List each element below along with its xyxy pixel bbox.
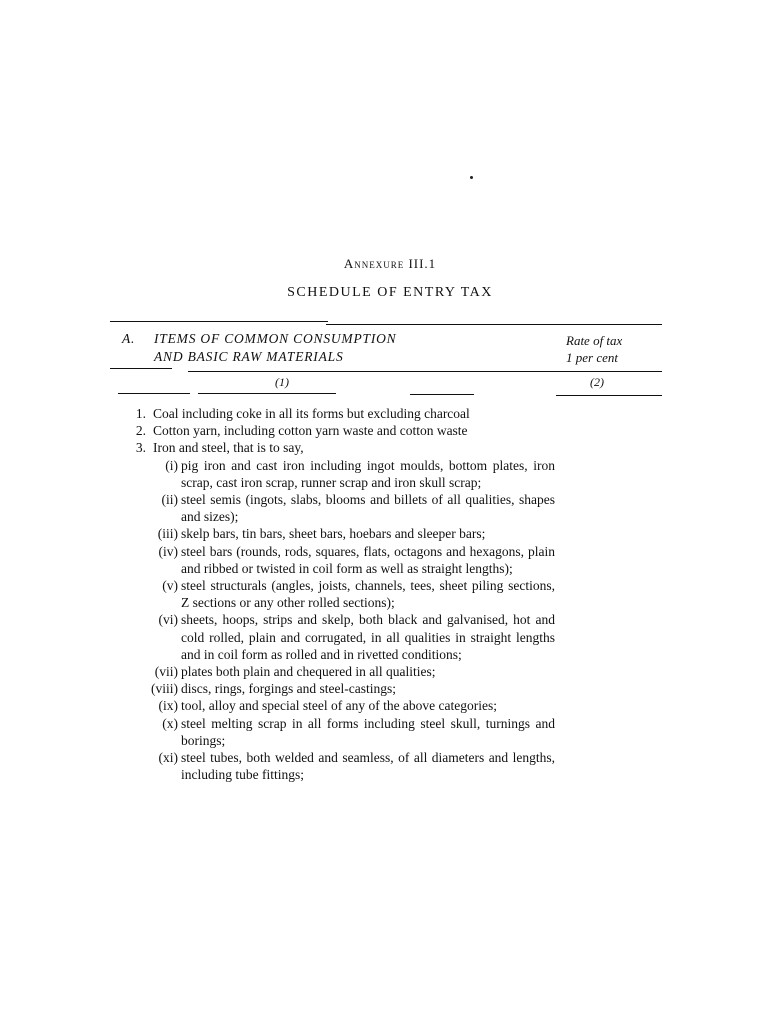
sub-item-text: steel structurals (angles, joists, channels, tees, sheet piling sections, Z sections or any other rolled sections); [181, 578, 555, 611]
column-1-number: (1) [275, 375, 289, 389]
header-bottom-rule-3 [410, 394, 474, 395]
header-bottom-rule-2 [198, 393, 336, 394]
item-number: 2. [135, 423, 146, 439]
schedule-title: SCHEDULE OF ENTRY TAX [287, 285, 493, 300]
header-bottom-rule-4 [556, 395, 662, 396]
item-text: Cotton yarn, including cotton yarn waste and cotton waste [153, 423, 468, 439]
section-a-title-line2: AND BASIC RAW MATERIALS [154, 349, 344, 364]
header-top-rule-left [110, 321, 328, 322]
item-number: 1. [135, 406, 146, 421]
sub-item-number: (ii) [161, 492, 178, 508]
sub-item-number: (iii) [157, 526, 178, 542]
sub-item [0, 491, 770, 525]
rate-of-tax-heading [566, 332, 622, 366]
sub-item-text: discs, rings, forgings and steel-castings; [181, 681, 396, 697]
sub-item-number: (i) [165, 457, 178, 473]
section-a-title-line1: ITEMS OF COMMON CONSUMPTION [154, 331, 397, 346]
sub-item-text: plates both plain and chequered in all qualities; [181, 664, 436, 680]
sub-item-text: sheets, hoops, strips and skelp, both black and galvanised, hot and cold rolled, plain and corrugated, in all qualities in straight lengths and in coil form as rolled and in rivetted conditions; [181, 612, 555, 662]
sub-item-text: steel tubes, both welded and seamless, of all diameters and lengths, including tube fittings; [181, 750, 555, 783]
sub-item-number: (viii) [151, 681, 178, 697]
sub-item-text: pig iron and cast iron including ingot moulds, bottom plates, iron scrap, cast iron scrap, runner scrap and iron skull scrap; [181, 457, 555, 490]
header-top-rule-right [326, 324, 662, 325]
sub-item-text: steel semis (ingots, slabs, blooms and billets of all qualities, shapes and sizes); [181, 492, 555, 525]
sub-item [0, 611, 770, 663]
list-item [0, 439, 770, 456]
sub-item [0, 715, 770, 749]
item-text: Iron and steel, that is to say, [153, 440, 304, 456]
sub-item-number: (vi) [158, 612, 178, 628]
sub-item [0, 577, 770, 611]
sub-item-text: skelp bars, tin bars, sheet bars, hoebars and sleeper bars; [181, 526, 486, 542]
header-mid-rule-right [188, 371, 662, 372]
item-number: 3. [135, 440, 146, 456]
sub-item-number: (v) [162, 578, 178, 594]
list-item [0, 422, 770, 439]
column-2-number: (2) [590, 375, 604, 389]
scan-speck [470, 176, 473, 179]
sub-item [0, 543, 770, 577]
section-a-label: A. [122, 331, 136, 346]
sub-item-text: tool, alloy and special steel of any of the above categories; [181, 698, 498, 714]
item-text: Coal including coke in all its forms but excluding charcoal [153, 406, 470, 421]
sub-item-number: (xi) [158, 750, 178, 766]
sub-item-number: (ix) [158, 698, 178, 714]
entry-tax-items [0, 405, 770, 783]
sub-item [0, 525, 770, 542]
sub-item-number: (vii) [154, 664, 178, 680]
header-bottom-rule-1 [118, 393, 190, 394]
sub-item-number: (x) [162, 715, 178, 731]
sub-item [0, 680, 770, 697]
rate-heading-line2: 1 per cent [566, 350, 618, 365]
sub-item [0, 697, 770, 714]
list-item [0, 405, 770, 422]
sub-item [0, 457, 770, 491]
sub-item-number: (iv) [158, 543, 178, 559]
rate-heading-line1: Rate of tax [566, 333, 623, 348]
sub-item [0, 663, 770, 680]
sub-item [0, 749, 770, 783]
annexure-label: Annexure III.1 [343, 256, 437, 271]
sub-item-text: steel melting scrap in all forms including steel skull, turnings and borings; [181, 715, 555, 748]
section-a-heading [122, 330, 396, 366]
sub-item-text: steel bars (rounds, rods, squares, flats, octagons and hexagons, plain and ribbed or twisted in coil form as well as straight lengths); [181, 543, 555, 576]
header-mid-rule-left [110, 368, 172, 369]
